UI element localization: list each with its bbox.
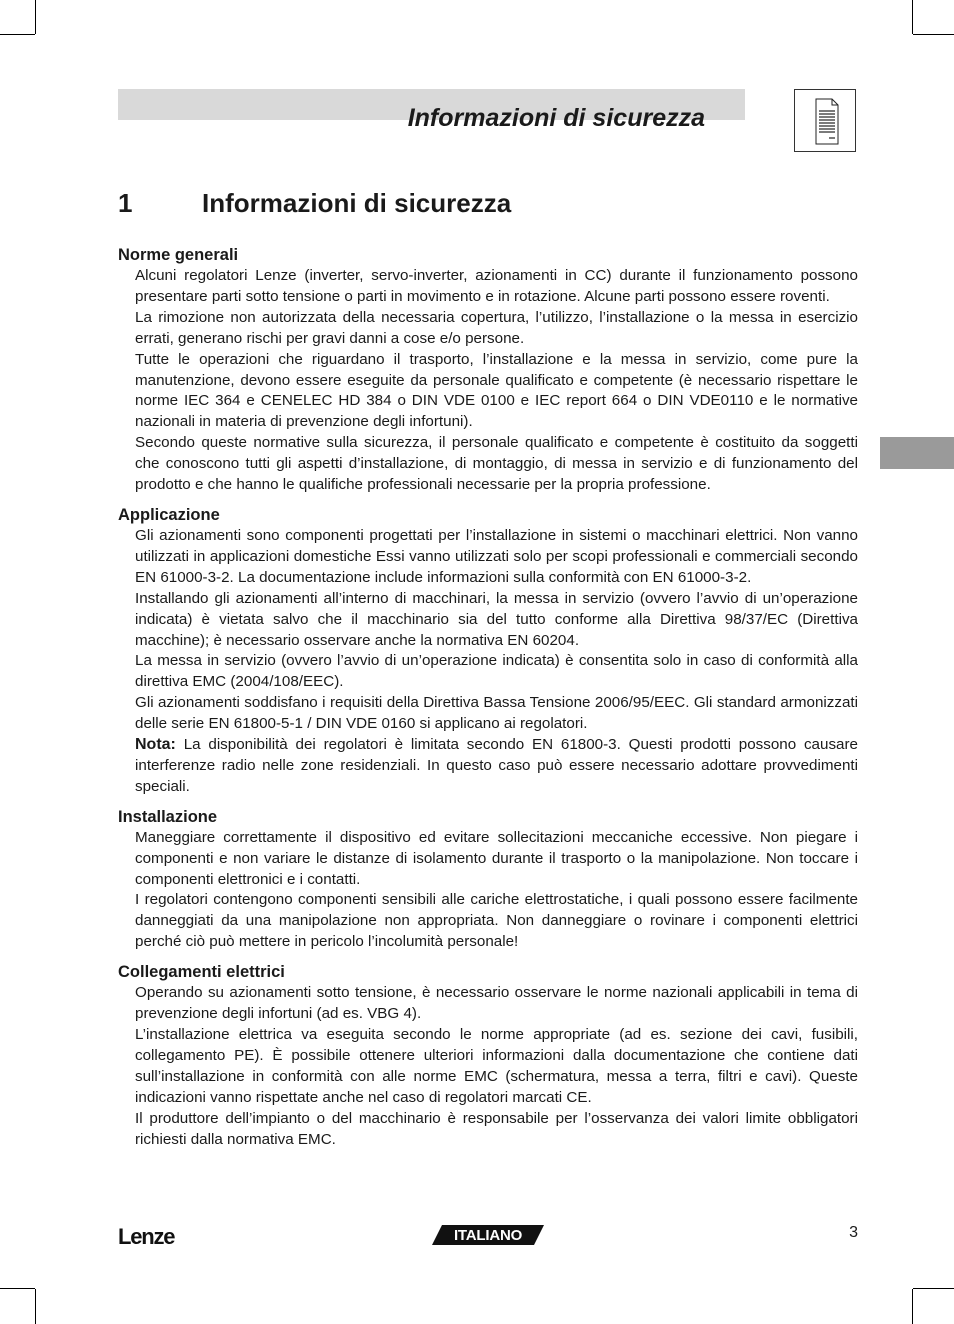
paragraph: Installando gli azionamenti all’interno di macchinari, la messa in servizio (ovvero l’avvio di un’operazione indicata) è vietata salvo che il macchinario sia del tutto conforme alla Direttiva 98/37/EC (Direttiva macchine); è necessario osservare anche la normativa EN 60204.: [135, 589, 858, 649]
language-badge: [432, 1225, 544, 1245]
language-label: ITALIANO: [453, 1227, 523, 1244]
section-norme-generali: [118, 244, 858, 496]
crop-mark: [35, 1289, 36, 1324]
document-icon: [794, 89, 856, 152]
brand-name: Lenze: [118, 1224, 175, 1248]
paragraph: La rimozione non autorizzata della necessaria copertura, l’utilizzo, l’installazione o la messa in esercizio errati, generano rischi per gravi danni a cose e/o persone.: [135, 308, 858, 347]
paragraph: Il produttore dell’impianto o del macchinario è responsabile per l’osservanza dei valori limite obbligatori richiesti dalla normativa EMC.: [135, 1109, 858, 1148]
lenze-logo: [118, 1224, 188, 1253]
paragraph: L’installazione elettrica va eseguita secondo le norme appropriate (ad es. sezione dei cavi, fusibili, collegamento PE). È possibile ottenere ulteriori informazioni dalla documentazione che contiene dati sull’installazione in conformità con alle norme EMC (schermatura, messa a terra, filtri e cavi). Queste indicazioni vanno rispettate anche nel caso di regolatori marcati CE.: [135, 1026, 858, 1106]
crop-mark: [913, 1288, 954, 1289]
chapter-number: 1: [118, 188, 133, 218]
crop-mark: [912, 0, 913, 34]
paragraph: Gli azionamenti sono componenti progettati per l’installazione in sistemi o macchinari elettrici. Non vanno utilizzati in applicazioni domestiche Essi vanno utilizzati solo per scopi professionali e commerciali secondo EN 61000-3-2. La documentazione include informazioni sulla conformità con EN 61000-3-2.: [135, 526, 858, 586]
paragraph: Maneggiare correttamente il dispositivo ed evitare sollecitazioni meccaniche eccessive. Non piegare i componenti e non variare le distanze di isolamento durante il trasporto o la manipolazione. Non toccare i componenti elettronici e i contatti.: [135, 828, 858, 888]
crop-mark: [35, 0, 36, 34]
section-collegamenti-elettrici: [118, 961, 858, 1150]
note-text: La disponibilità dei regolatori è limitata secondo EN 61800-3. Questi prodotti possono causare interferenze radio nelle zone residenziali. In questo caso può essere necessario adottare provvedimenti speciali.: [135, 736, 858, 795]
paragraph: Tutte le operazioni che riguardano il trasporto, l’installazione e la messa in servizio, come pure la manutenzione, devono essere eseguite da personale qualificato e competente (è necessario rispettare le norme IEC 364 e CENELEC HD 384 o DIN VDE 0100 e IEC report 664 o DIN VDE0110 e le normative nazionali in materia di prevenzione degli infortuni).: [135, 350, 858, 431]
paragraph: Secondo queste normative sulla sicurezza, il personale qualificato e competente è costituito da soggetti che conoscono tutti gli aspetti d’installazione, di montaggio, di messa in servizio e di funzionamento del prodotto e che hanno le qualifiche professionali necessarie per la propria professione.: [135, 434, 858, 494]
chapter-title: Informazioni di sicurezza: [202, 188, 512, 218]
paragraph: Gli azionamenti soddisfano i requisiti della Direttiva Bassa Tensione 2006/95/EEC. Gli standard armonizzati delle serie EN 61800-5-1 / DIN VDE 0160 si applicano ai regolatori.: [135, 694, 858, 733]
section-title: Applicazione: [118, 505, 220, 524]
section-title: Collegamenti elettrici: [118, 963, 285, 982]
main-content: [118, 244, 858, 1158]
crop-mark: [912, 1289, 913, 1324]
paragraph: La messa in servizio (ovvero l’avvio di un’operazione indicata) è consentita solo in caso di conformità alla direttiva EMC (2004/108/EEC).: [135, 652, 858, 691]
chapter-heading: [118, 186, 511, 220]
section-installazione: [118, 806, 858, 953]
note-label: Nota:: [135, 736, 176, 754]
crop-mark: [913, 34, 954, 35]
page-number: 3: [849, 1224, 858, 1241]
section-title: Norme generali: [118, 246, 239, 264]
side-tab-marker: [880, 437, 954, 469]
section-applicazione: [118, 504, 858, 798]
paragraph: Operando su azionamenti sotto tensione, è necessario osservare le norme nazionali applicabili in tema di prevenzione degli infortuni (ad es. VBG 4).: [135, 984, 858, 1023]
header-title: Informazioni di sicurezza: [407, 104, 705, 132]
crop-mark: [0, 1288, 35, 1289]
section-title: Installazione: [118, 807, 218, 826]
paragraph: Alcuni regolatori Lenze (inverter, servo-inverter, azionamenti in CC) durante il funzionamento possono presentare parti sotto tensione o parti in movimento e in rotazione. Alcune parti possono essere roventi.: [135, 267, 858, 305]
crop-mark: [0, 34, 35, 35]
note-paragraph: [135, 735, 858, 798]
paragraph: I regolatori contengono componenti sensibili alle cariche elettrostatiche, i quali possono essere facilmente danneggiati da una manipolazione non appropriata. Non danneggiare o rovinare i componenti elettrici perché ciò può mettere in pericolo l’incolumità personale!: [135, 891, 858, 951]
